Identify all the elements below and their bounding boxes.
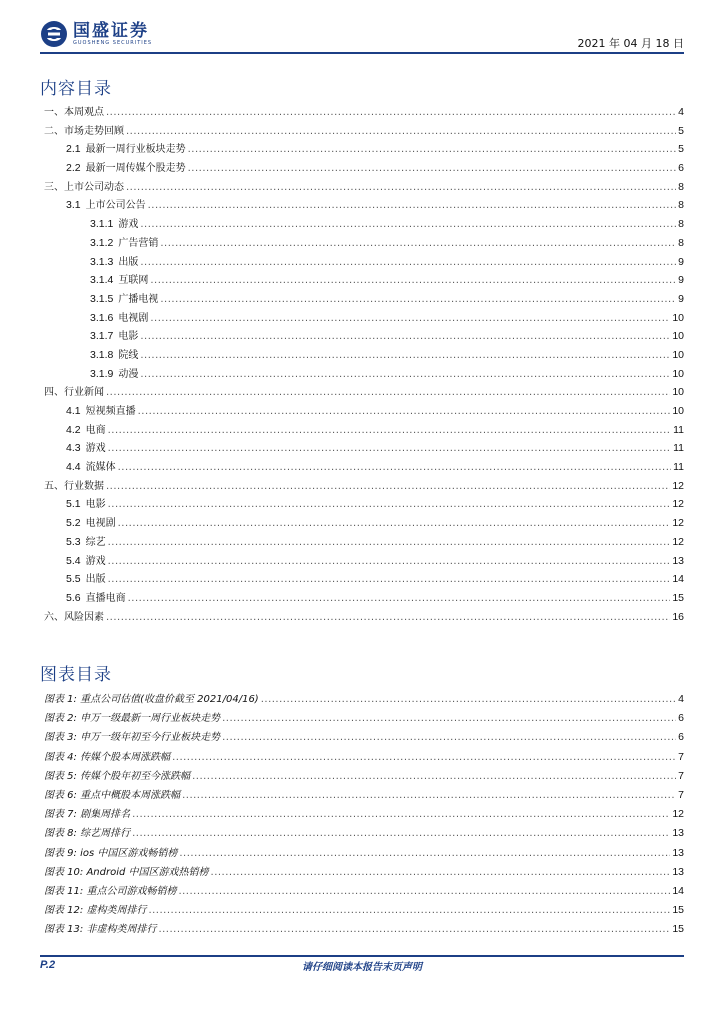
toc-entry[interactable] xyxy=(40,309,684,328)
dot-leader xyxy=(108,422,671,441)
figures-list xyxy=(40,690,684,939)
toc-title: 内容目录 xyxy=(40,79,112,99)
toc-entry[interactable] xyxy=(40,178,684,197)
page-number: P.2 xyxy=(40,959,56,971)
toc-entry-page: 10 xyxy=(672,405,684,417)
dot-leader xyxy=(222,728,676,747)
report-date: 2021 年 04 月 18 日 xyxy=(577,37,684,50)
dot-leader xyxy=(118,515,671,534)
toc-entry-number: 2.2 xyxy=(66,162,81,175)
figure-entry-label: 图表 2: 申万一级最新一周行业板块走势 xyxy=(44,713,221,725)
figure-entry-label: 图表 11: 重点公司游戏畅销榜 xyxy=(44,885,177,897)
toc-entry-page: 12 xyxy=(672,517,684,530)
toc-entry-page: 9 xyxy=(678,292,684,305)
dot-leader xyxy=(160,235,676,254)
toc-entry[interactable] xyxy=(40,196,684,215)
toc-entry-page: 16 xyxy=(672,610,684,623)
toc-entry-number: 3.1.1 xyxy=(90,218,114,231)
toc-entry-page: 6 xyxy=(678,162,684,175)
figure-entry-label: 图表 3: 申万一级年初至今行业板块走势 xyxy=(44,732,221,744)
toc-entry-label: 出版 xyxy=(118,256,139,268)
toc-entry-page: 15 xyxy=(672,591,684,604)
toc-entry[interactable] xyxy=(40,122,684,141)
toc-entry-number: 4.4 xyxy=(66,461,81,474)
dot-leader xyxy=(222,709,676,728)
footer-divider xyxy=(40,955,684,957)
toc-entry-number: 3.1.6 xyxy=(90,311,114,324)
toc-entry-page: 4 xyxy=(678,106,684,118)
toc-entry[interactable] xyxy=(40,570,684,589)
figure-entry[interactable] xyxy=(40,805,684,824)
dot-leader xyxy=(211,863,671,882)
toc-entry[interactable] xyxy=(40,159,684,178)
toc-entry-number: 4.2 xyxy=(66,423,81,436)
toc-entry[interactable] xyxy=(40,290,684,309)
dot-leader xyxy=(108,571,671,590)
toc-entry-number: 5.4 xyxy=(66,554,81,567)
toc-entry-page: 12 xyxy=(672,535,684,548)
figure-entry[interactable] xyxy=(40,767,684,786)
toc-entry-label: 短视频直播 xyxy=(85,406,136,417)
toc-entry-page: 12 xyxy=(672,498,684,511)
toc-entry-number: 4.3 xyxy=(66,442,81,455)
figure-entry[interactable] xyxy=(40,863,684,882)
toc-entry-page: 9 xyxy=(678,274,684,287)
header-divider xyxy=(40,52,684,54)
figure-entry-label: 图表 5: 传媒个股年初至今涨跌幅 xyxy=(44,770,191,782)
toc-entry-label: 动漫 xyxy=(118,368,139,380)
figure-entry[interactable] xyxy=(40,901,684,920)
toc-entry[interactable] xyxy=(40,253,684,272)
guosheng-logo-icon xyxy=(40,20,68,48)
figure-entry-label: 图表 1: 重点公司估值(收盘价截至 2021/04/16) xyxy=(44,694,259,705)
toc-entry-page: 9 xyxy=(678,255,684,268)
figures-title: 图表目录 xyxy=(40,665,112,685)
toc-entry-label: 游戏 xyxy=(85,555,106,567)
figure-entry-page: 13 xyxy=(672,865,684,878)
toc-entry-label: 互联网 xyxy=(118,275,149,287)
brand-name-en: GUOSHENG SECURITIES xyxy=(73,39,153,46)
toc-entry[interactable] xyxy=(40,495,684,514)
figure-entry-page: 7 xyxy=(678,769,684,782)
dot-leader xyxy=(158,920,670,939)
dot-leader xyxy=(138,403,671,422)
dot-leader xyxy=(108,534,671,553)
brand-name-cn: 国盛证券 xyxy=(73,20,149,41)
toc-entry-page: 5 xyxy=(678,143,684,156)
figure-entry[interactable] xyxy=(40,824,684,843)
toc-entry[interactable] xyxy=(40,608,684,627)
toc-entry-page: 10 xyxy=(672,330,684,343)
toc-entry-number: 2.1 xyxy=(66,143,81,156)
figure-entry-label: 图表 7: 剧集周排名 xyxy=(44,809,131,821)
toc-entry[interactable] xyxy=(40,271,684,290)
toc-entry[interactable] xyxy=(40,552,684,571)
toc-entry-page: 14 xyxy=(672,573,684,586)
toc-entry[interactable] xyxy=(40,439,684,458)
figure-entry-page: 4 xyxy=(678,693,684,705)
figure-entry-page: 15 xyxy=(672,904,684,917)
toc-entry-label: 综艺 xyxy=(85,536,106,548)
dot-leader xyxy=(132,805,670,824)
dot-leader xyxy=(128,590,671,609)
dot-leader xyxy=(106,478,670,497)
figure-entry[interactable] xyxy=(40,748,684,767)
figure-entry[interactable] xyxy=(40,844,684,863)
figure-entry-page: 7 xyxy=(678,750,684,763)
dot-leader xyxy=(108,440,671,459)
figure-entry-label: 图表 6: 重点中概股本周涨跌幅 xyxy=(44,789,181,801)
figure-entry-label: 图表 4: 传媒个股本周涨跌幅 xyxy=(44,751,171,763)
toc-entry-number: 5.3 xyxy=(66,535,81,548)
figure-entry-label: 图表 10: Android 中国区游戏热销榜 xyxy=(44,866,209,878)
dot-leader xyxy=(106,104,676,123)
figure-entry-page: 12 xyxy=(672,808,684,821)
toc-entry-page: 10 xyxy=(672,367,684,380)
toc-entry[interactable] xyxy=(40,346,684,365)
toc-entry[interactable] xyxy=(40,458,684,477)
toc-entry-number: 3.1.5 xyxy=(90,292,114,305)
figure-entry-page: 14 xyxy=(672,884,684,897)
toc-entry-label: 院线 xyxy=(118,349,139,361)
toc-entry-number: 3.1.2 xyxy=(90,236,114,249)
dot-leader xyxy=(140,216,676,235)
toc-entry-page: 8 xyxy=(678,218,684,231)
figure-entry-page: 13 xyxy=(672,827,684,840)
figure-entry-label: 图表 9: ios 中国区游戏畅销榜 xyxy=(44,847,178,859)
toc-entry-number: 3.1.8 xyxy=(90,348,114,361)
toc-entry-label: 最新一周传媒个股走势 xyxy=(85,163,186,175)
toc-entry-page: 10 xyxy=(672,386,684,399)
toc-entry-page: 11 xyxy=(673,423,684,436)
toc-entry-label: 最新一周行业板块走势 xyxy=(85,144,186,156)
toc-entry-number: 4.1 xyxy=(66,405,81,417)
dot-leader xyxy=(148,901,670,920)
toc-entry-label: 流媒体 xyxy=(85,462,116,474)
toc-entry[interactable] xyxy=(40,234,684,253)
toc-entry[interactable] xyxy=(40,421,684,440)
dot-leader xyxy=(179,844,670,863)
toc-entry-label: 三、上市公司动态 xyxy=(44,181,124,193)
toc-entry-number: 5.2 xyxy=(66,517,81,530)
toc-entry-label: 出版 xyxy=(85,574,106,586)
toc-entry[interactable] xyxy=(40,402,684,421)
dot-leader xyxy=(140,254,676,273)
toc-entry-number: 3.1.9 xyxy=(90,367,114,380)
toc-entry-number: 5.6 xyxy=(66,591,81,604)
toc-entry-label: 直播电商 xyxy=(85,592,126,604)
toc-entry-page: 11 xyxy=(673,461,684,474)
figure-entry[interactable] xyxy=(40,920,684,939)
figure-entry-page: 6 xyxy=(678,712,684,725)
disclaimer-note: 请仔细阅读本报告末页声明 xyxy=(302,962,422,973)
dot-leader xyxy=(182,786,676,805)
toc-list xyxy=(40,103,684,626)
toc-entry-page: 11 xyxy=(673,442,684,455)
dot-leader xyxy=(150,310,670,329)
toc-entry-page: 5 xyxy=(678,124,684,137)
figure-entry-page: 13 xyxy=(672,846,684,859)
dot-leader xyxy=(261,690,676,709)
toc-entry-label: 二、市场走势回顾 xyxy=(44,125,124,137)
toc-entry-label: 广播电视 xyxy=(118,293,159,305)
toc-entry[interactable] xyxy=(40,589,684,608)
toc-entry-page: 8 xyxy=(678,199,684,212)
dot-leader xyxy=(150,272,676,291)
dot-leader xyxy=(118,459,671,478)
company-logo xyxy=(40,20,152,48)
dot-leader xyxy=(172,748,676,767)
figure-entry[interactable] xyxy=(40,882,684,901)
toc-entry-label: 电商 xyxy=(85,424,106,436)
toc-entry-number: 5.1 xyxy=(66,498,81,511)
toc-entry-page: 8 xyxy=(678,180,684,193)
toc-entry-label: 上市公司公告 xyxy=(85,200,146,212)
page-header xyxy=(0,0,724,56)
dot-leader xyxy=(188,141,677,160)
figure-entry[interactable] xyxy=(40,690,684,709)
figure-entry-page: 7 xyxy=(678,788,684,801)
toc-entry-number: 5.5 xyxy=(66,573,81,586)
toc-entry[interactable] xyxy=(40,533,684,552)
toc-entry[interactable] xyxy=(40,514,684,533)
dot-leader xyxy=(132,824,670,843)
figure-entry-label: 图表 13: 非虚构类周排行 xyxy=(44,924,157,936)
figure-entry[interactable] xyxy=(40,728,684,747)
toc-entry-label: 电影 xyxy=(118,331,139,343)
toc-entry-label: 游戏 xyxy=(85,443,106,455)
toc-entry-page: 10 xyxy=(672,311,684,324)
figure-entry-page: 6 xyxy=(678,731,684,744)
dot-leader xyxy=(192,767,676,786)
toc-entry-page: 12 xyxy=(672,479,684,492)
toc-entry-label: 电视剧 xyxy=(85,518,116,530)
dot-leader xyxy=(140,328,670,347)
dot-leader xyxy=(126,123,676,142)
toc-entry-page: 8 xyxy=(678,236,684,249)
toc-entry-page: 10 xyxy=(672,348,684,361)
toc-entry[interactable] xyxy=(40,365,684,384)
dot-leader xyxy=(106,384,670,403)
toc-entry[interactable] xyxy=(40,477,684,496)
dot-leader xyxy=(140,347,670,366)
toc-entry[interactable] xyxy=(40,327,684,346)
dot-leader xyxy=(108,553,671,572)
dot-leader xyxy=(148,197,677,216)
toc-entry-number: 3.1 xyxy=(66,199,81,212)
toc-entry-page: 13 xyxy=(672,554,684,567)
toc-entry-label: 电视剧 xyxy=(118,312,149,324)
dot-leader xyxy=(126,179,676,198)
toc-entry-label: 广告营销 xyxy=(118,237,159,249)
dot-leader xyxy=(108,496,671,515)
figure-entry[interactable] xyxy=(40,709,684,728)
dot-leader xyxy=(140,366,670,385)
dot-leader xyxy=(106,609,670,628)
dot-leader xyxy=(188,160,677,179)
toc-entry-number: 3.1.4 xyxy=(90,274,114,287)
toc-entry[interactable] xyxy=(40,383,684,402)
toc-entry-label: 一、本周观点 xyxy=(44,107,104,118)
toc-entry[interactable] xyxy=(40,103,684,122)
toc-entry[interactable] xyxy=(40,140,684,159)
dot-leader xyxy=(160,291,676,310)
figure-entry-page: 15 xyxy=(672,923,684,936)
dot-leader xyxy=(178,882,670,901)
figure-entry-label: 图表 12: 虚构类周排行 xyxy=(44,905,147,917)
figure-entry[interactable] xyxy=(40,786,684,805)
toc-entry-number: 3.1.7 xyxy=(90,330,114,343)
figure-entry-label: 图表 8: 综艺周排行 xyxy=(44,828,131,840)
toc-entry-label: 电影 xyxy=(85,499,106,511)
toc-entry-number: 3.1.3 xyxy=(90,255,114,268)
toc-entry-label: 六、风险因素 xyxy=(44,611,104,623)
toc-entry-label: 游戏 xyxy=(118,219,139,231)
toc-entry-label: 四、行业新闻 xyxy=(44,387,104,399)
toc-entry-label: 五、行业数据 xyxy=(44,480,104,492)
toc-entry[interactable] xyxy=(40,215,684,234)
